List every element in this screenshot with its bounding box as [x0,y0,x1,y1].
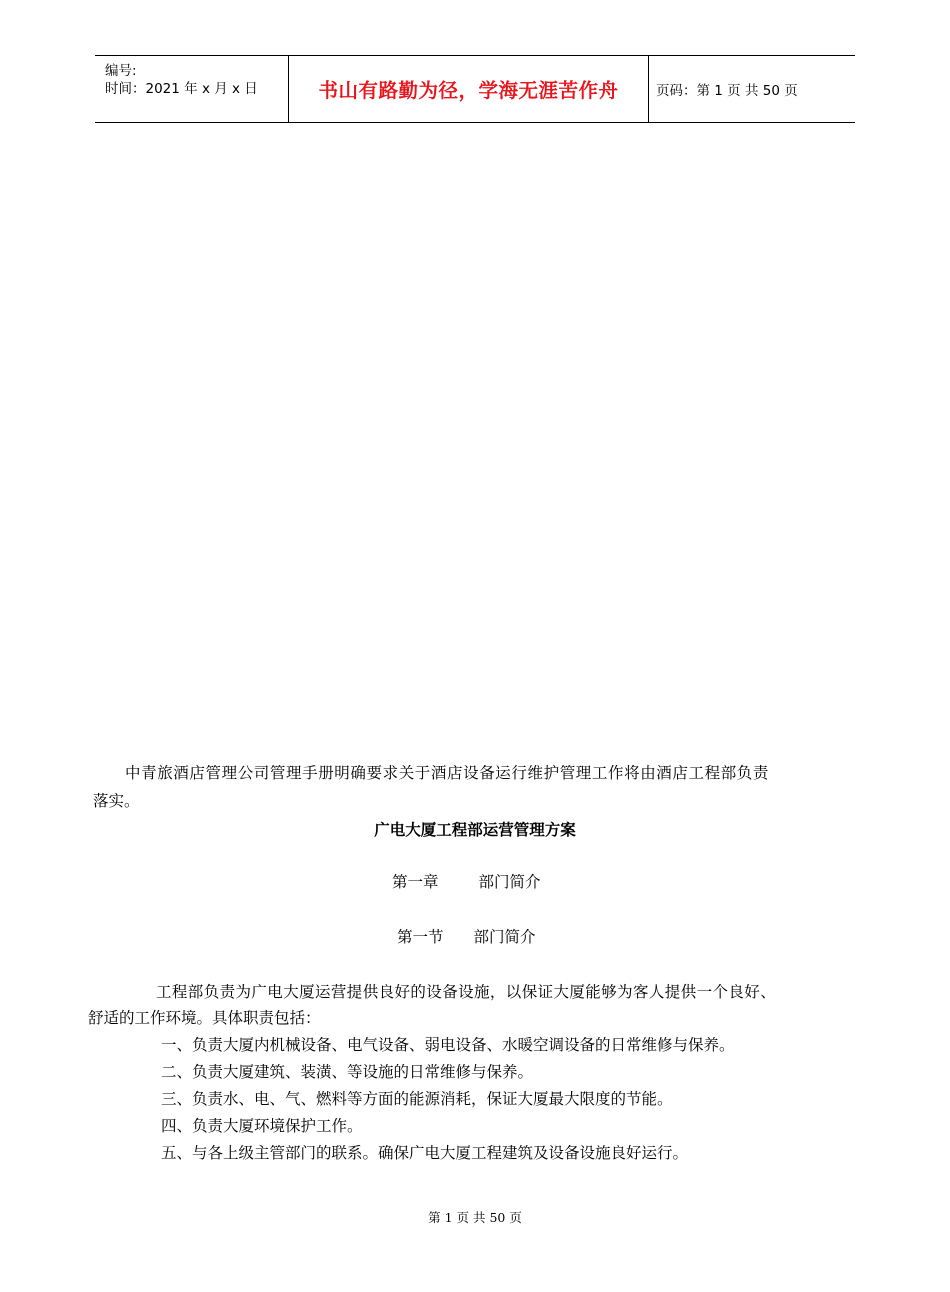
intro-line-2: 落实。 [93,792,140,810]
duty-item: 四、负责大厦环境保护工作。 [161,1117,363,1135]
page-footer: 第 1 页 共 50 页 [428,1210,522,1225]
header-page-cell [648,56,855,122]
duty-item: 一、负责大厦内机械设备、电气设备、弱电设备、水暖空调设备的日常维修与保养。 [161,1036,735,1054]
header-page-code: 页码：第 1 页 共 50 页 [656,83,798,99]
duty-item: 二、负责大厦建筑、装潢、等设施的日常维修与保养。 [161,1063,534,1081]
document-time-label: 时间：2021 年 x 月 x 日 [105,81,258,97]
section-name: 部门简介 [473,928,536,946]
page-header [95,55,855,123]
section-number: 第一节 [397,928,444,946]
header-motto: 书山有路勤为径，学海无涯苦作舟 [318,79,619,102]
intro-line-1: 中青旅酒店管理公司管理手册明确要求关于酒店设备运行维护管理工作将由酒店工程部负责 [125,764,770,782]
header-info-cell [95,56,288,122]
document-number-label: 编号: [105,63,137,79]
chapter-name: 部门简介 [478,873,541,891]
duty-item: 三、负责水、电、气、燃料等方面的能源消耗，保证大厦最大限度的节能。 [161,1090,673,1108]
document-title: 广电大厦工程部运营管理方案 [374,820,576,839]
section-heading [397,925,536,947]
paragraph-line-2: 舒适的工作环境。具体职责包括： [88,1009,321,1027]
paragraph-line-1: 工程部负责为广电大厦运营提供良好的设备设施，以保证大厦能够为客人提供一个良好、 [156,983,777,1001]
chapter-number: 第一章 [392,873,439,891]
duty-item: 五、与各上级主管部门的联系。确保广电大厦工程建筑及设备设施良好运行。 [161,1144,689,1162]
chapter-heading [392,870,541,892]
header-motto-cell [288,56,649,122]
